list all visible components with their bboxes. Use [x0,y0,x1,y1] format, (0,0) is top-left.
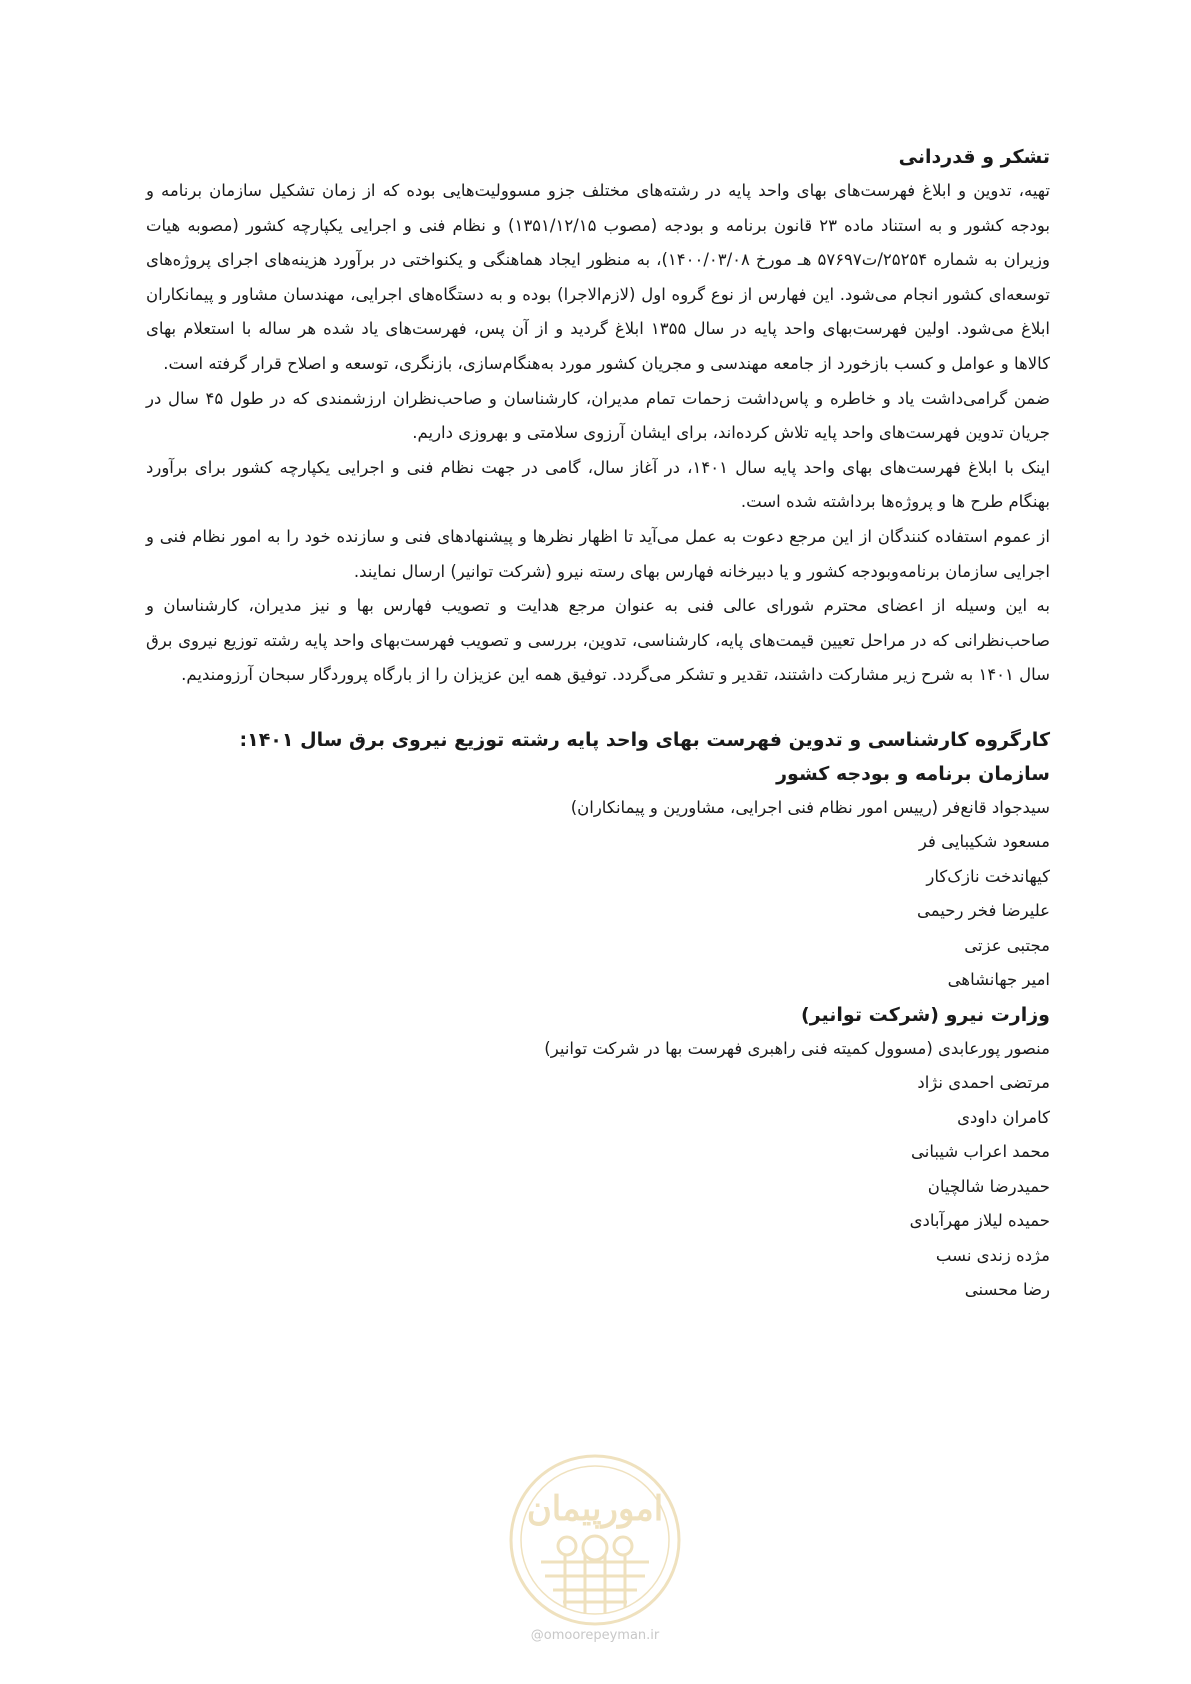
thanks-paragraph-3: اینک با ابلاغ فهرست‌های بهای واحد پایه سال ۱۴۰۱، در آغاز سال، گامی در جهت نظام فنی و اجرایی یکپارچه کشور برای برآورد بهنگام طرح ها و پروژه‌ها برداشته شده است. [146,457,1050,512]
member-name: سیدجواد قانع‌فر (رییس امور نظام فنی اجرایی، مشاورین و پیمانکاران) [570,797,1050,817]
watermark-logo-text: امورپیمان [526,1489,664,1529]
member-name: امیر جهانشاهی [947,970,1050,990]
member-name: مژده زندی نسب [935,1245,1050,1265]
member-name: کامران داودی [957,1107,1050,1127]
member-name: منصور پورعابدی (مسوول کمیته فنی راهبری فهرست بها در شرکت توانیر) [544,1038,1050,1058]
thanks-title: تشکر و قدردانی [898,146,1050,168]
section-spacer [146,693,1050,723]
org-tavanir-members [146,1032,1050,1308]
document-page [146,140,1050,1308]
thanks-paragraph-2: ضمن گرامی‌داشت یاد و خاطره و پاس‌داشت زحمات تمام مدیران، کارشناسان و صاحب‌نظران ارزشمندی که در طول ۴۵ سال در جریان تدوین فهرست‌های واحد پایه تلاش کرده‌اند، برای ایشان آرزوی سلامتی و بهروزی داریم. [146,388,1050,443]
watermark-logo [505,1450,685,1630]
thanks-paragraph-5: به این وسیله از اعضای محترم شورای عالی فنی به عنوان مرجع هدایت و تصویب فهارس بها و نیز مدیران، کارشناسان و صاحب‌نظرانی که در مراحل تعیین قیمت‌های پایه، کارشناسی، تدوین، بررسی و تصویب فهرست‌بهای واحد پایه رشته توزیع نیروی برق سال ۱۴۰۱ به شرح زیر مشارکت داشتند، تقدیر و تشکر می‌گردد. توفیق همه این عزیزان را از بارگاه پروردگار سبحان آرزومندیم. [146,596,1050,685]
member-name: مسعود شکیبایی فر [918,832,1050,852]
member-name: محمد اعراب شیبانی [911,1142,1050,1162]
member-name: حمیدرضا شالچیان [927,1176,1050,1196]
org-tavanir-title: وزارت نیرو (شرکت توانیر) [801,1003,1050,1026]
member-name: حمیده لیلاز مهرآبادی [909,1211,1050,1231]
watermark-handle: @omoorepeyman.ir [530,1628,660,1643]
member-name: مرتضی احمدی نژاد [917,1073,1050,1093]
member-name: مجتبی عزتی [964,935,1050,955]
org-plan-budget-title: سازمان برنامه و بودجه کشور [776,762,1050,785]
member-name: علیرضا فخر رحیمی [917,901,1050,921]
member-name: کیهاندخت نازک‌کار [926,866,1050,886]
member-name: رضا محسنی [964,1280,1050,1300]
workgroup-title: کارگروه کارشناسی و تدوین فهرست بهای واحد پایه رشته توزیع نیروی برق سال ۱۴۰۱: [239,728,1050,751]
thanks-paragraph-4: از عموم استفاده کنندگان از این مرجع دعوت به عمل می‌آید تا اظهار نظرها و پیشنهادهای فنی و سازنده خود را به امور نظام فنی و اجرایی سازمان برنامه‌وبودجه کشور و یا دبیرخانه فهارس بهای رسته نیرو (شرکت توانیر) ارسال نمایند. [146,526,1050,581]
org-plan-budget-members [146,791,1050,998]
thanks-paragraph-1: تهیه، تدوین و ابلاغ فهرست‌های بهای واحد پایه در رشته‌های مختلف جزو مسوولیت‌هایی بوده که از زمان تشکیل سازمان برنامه و بودجه کشور و به استناد ماده ۲۳ قانون برنامه و بودجه (مصوب ۱۳۵۱/۱۲/۱۵) و نظام فنی و اجرایی یکپارچه کشور (مصوبه هیات وزیران به شماره ۲۵۲۵۴/ت۵۷۶۹۷ هـ مورخ ۱۴۰۰/۰۳/۰۸)، به منظور ایجاد هماهنگی و یکنواختی در برآورد هزینه‌های اجرای پروژه‌های توسعه‌ای کشور انجام می‌شود. این فهارس از نوع گروه اول (لازم‌الاجرا) بوده و به دستگاه‌های اجرایی، مهندسان مشاور و پیمانکاران ابلاغ می‌شود. اولین فهرست‌بهای واحد پایه در سال ۱۳۵۵ ابلاغ گردید و از آن پس، فهرست‌های یاد شده هر ساله با استعلام بهای کالاها و عوامل و کسب بازخورد از جامعه مهندسی و مجریان کشور مورد به‌هنگام‌سازی، بازنگری، توسعه و اصلاح قرار گرفته است. [146,181,1050,373]
